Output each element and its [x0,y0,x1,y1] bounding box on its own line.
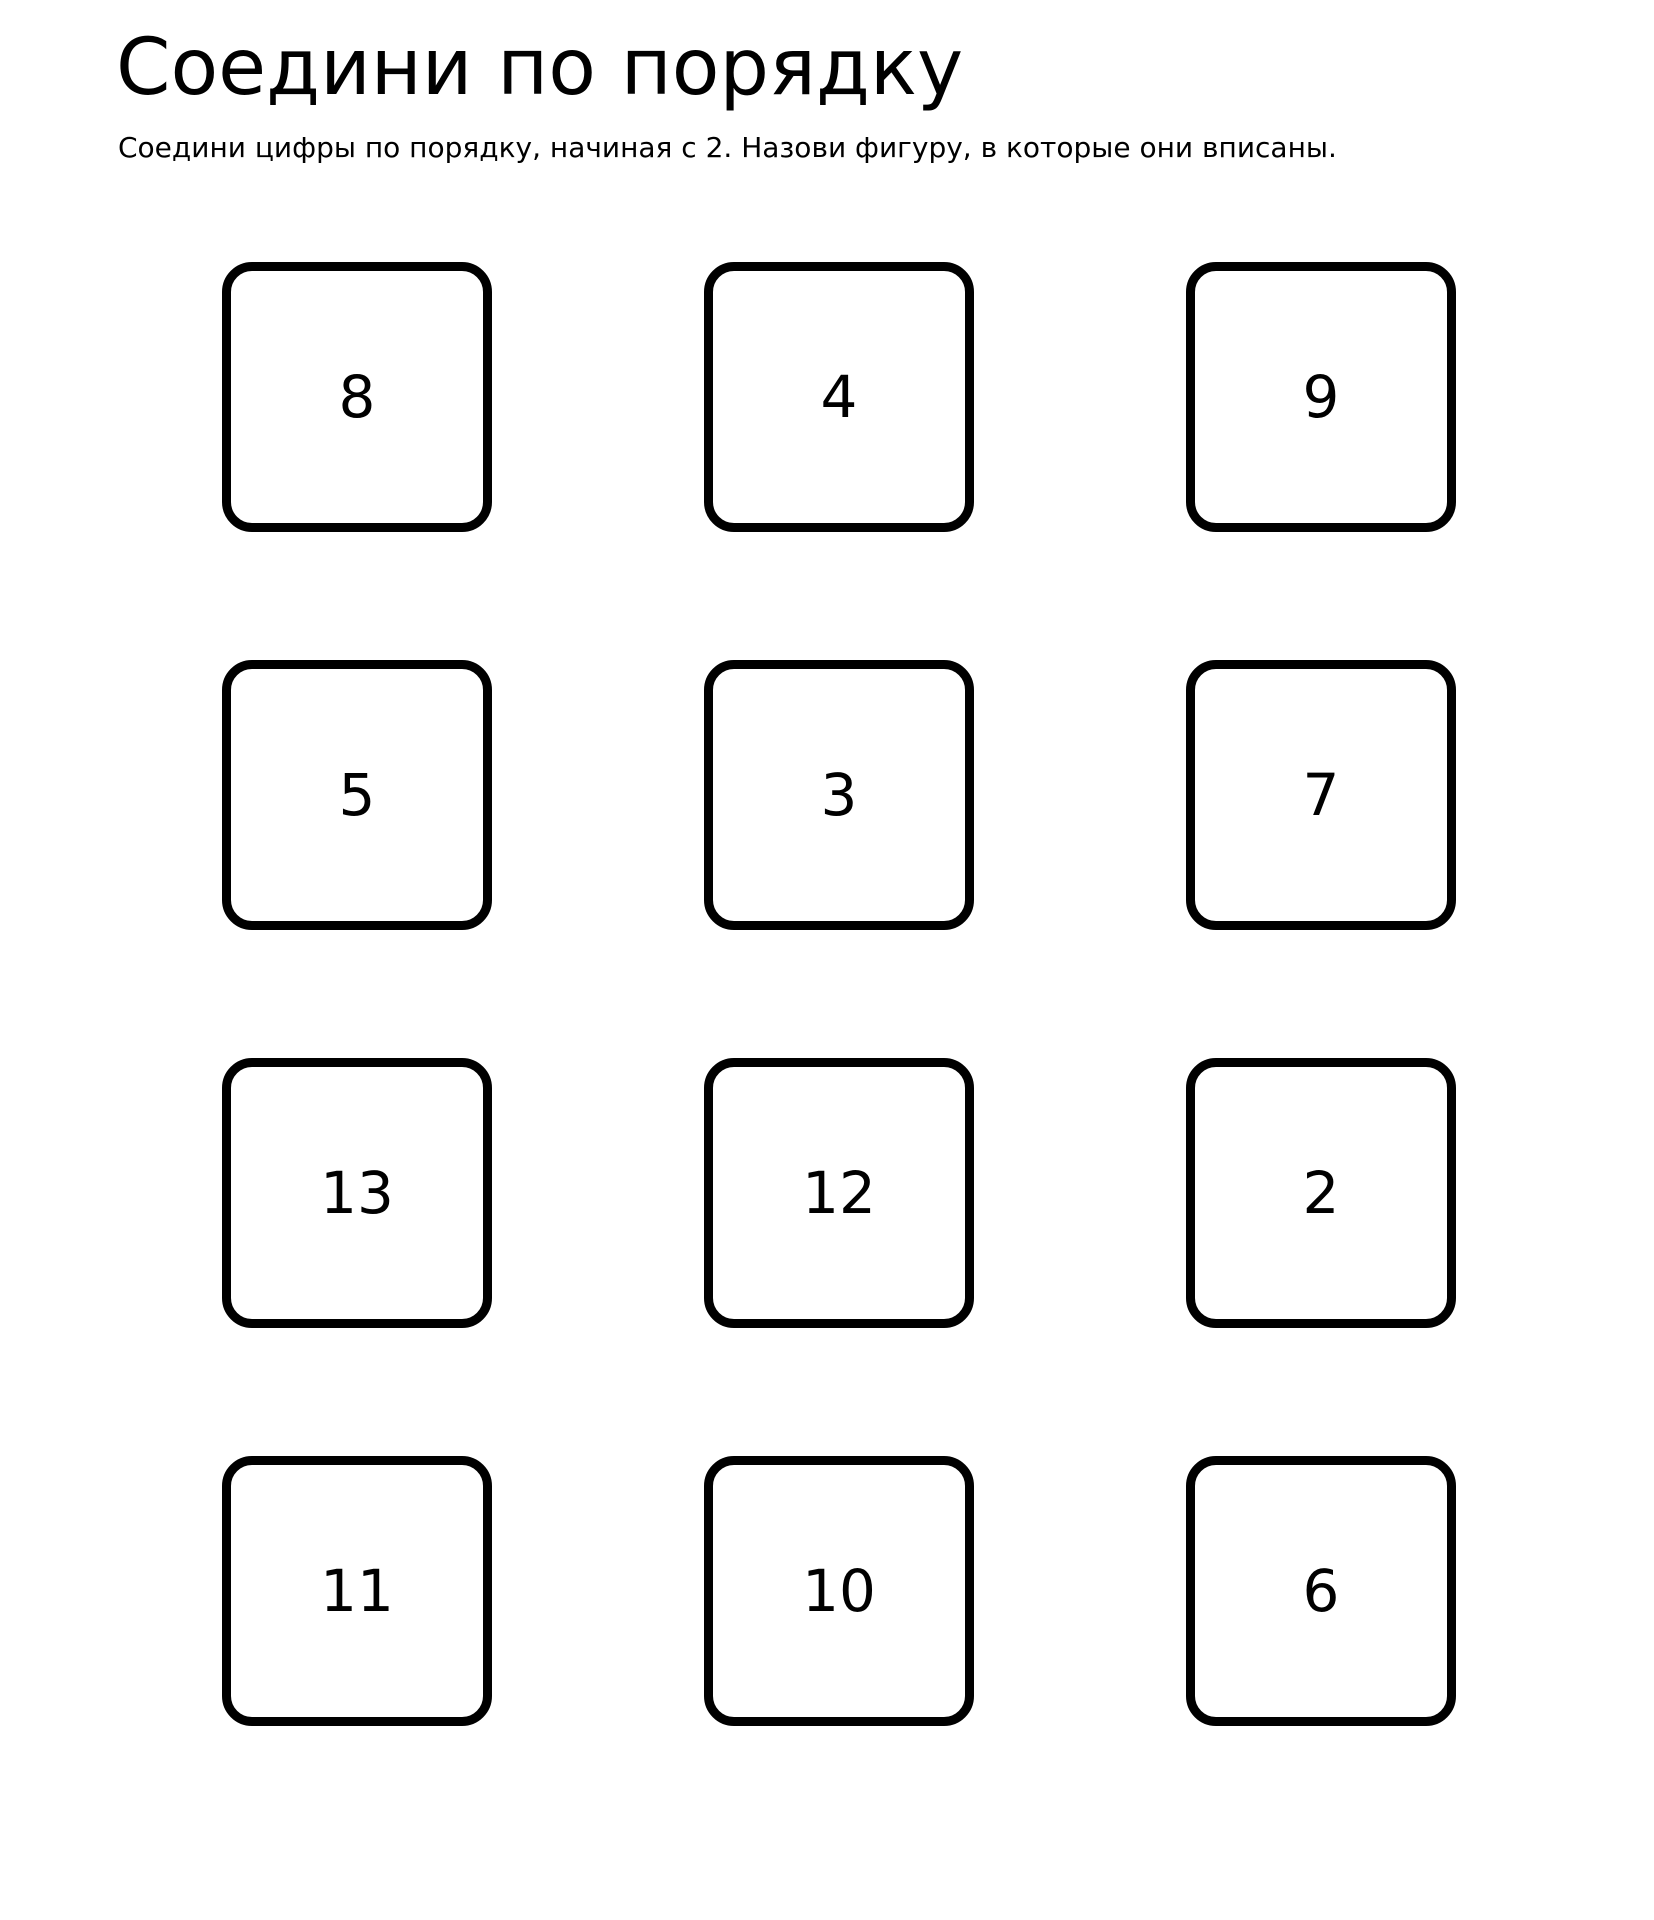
number-box[interactable] [222,1058,492,1328]
number-box[interactable] [222,262,492,532]
box-number: 4 [820,363,858,431]
number-box[interactable] [1186,1058,1456,1328]
number-box[interactable] [704,660,974,930]
number-grid [222,262,1456,1726]
instructions-text: Соедини цифры по порядку, начиная с 2. Назови фигуру, в которые они вписаны. [118,131,1337,164]
box-number: 5 [338,761,376,829]
number-box[interactable] [1186,262,1456,532]
box-number: 2 [1302,1159,1340,1227]
number-box[interactable] [222,1456,492,1726]
number-box[interactable] [704,262,974,532]
box-number: 3 [820,761,858,829]
box-number: 6 [1302,1557,1340,1625]
box-number: 7 [1302,761,1340,829]
number-box[interactable] [704,1058,974,1328]
number-box[interactable] [1186,1456,1456,1726]
box-number: 9 [1302,363,1340,431]
box-number: 8 [338,363,376,431]
number-box[interactable] [222,660,492,930]
box-number: 12 [802,1159,876,1227]
number-box[interactable] [1186,660,1456,930]
page-title: Соедини по порядку [116,23,964,113]
box-number: 13 [320,1159,394,1227]
box-number: 11 [320,1557,394,1625]
number-box[interactable] [704,1456,974,1726]
box-number: 10 [802,1557,876,1625]
